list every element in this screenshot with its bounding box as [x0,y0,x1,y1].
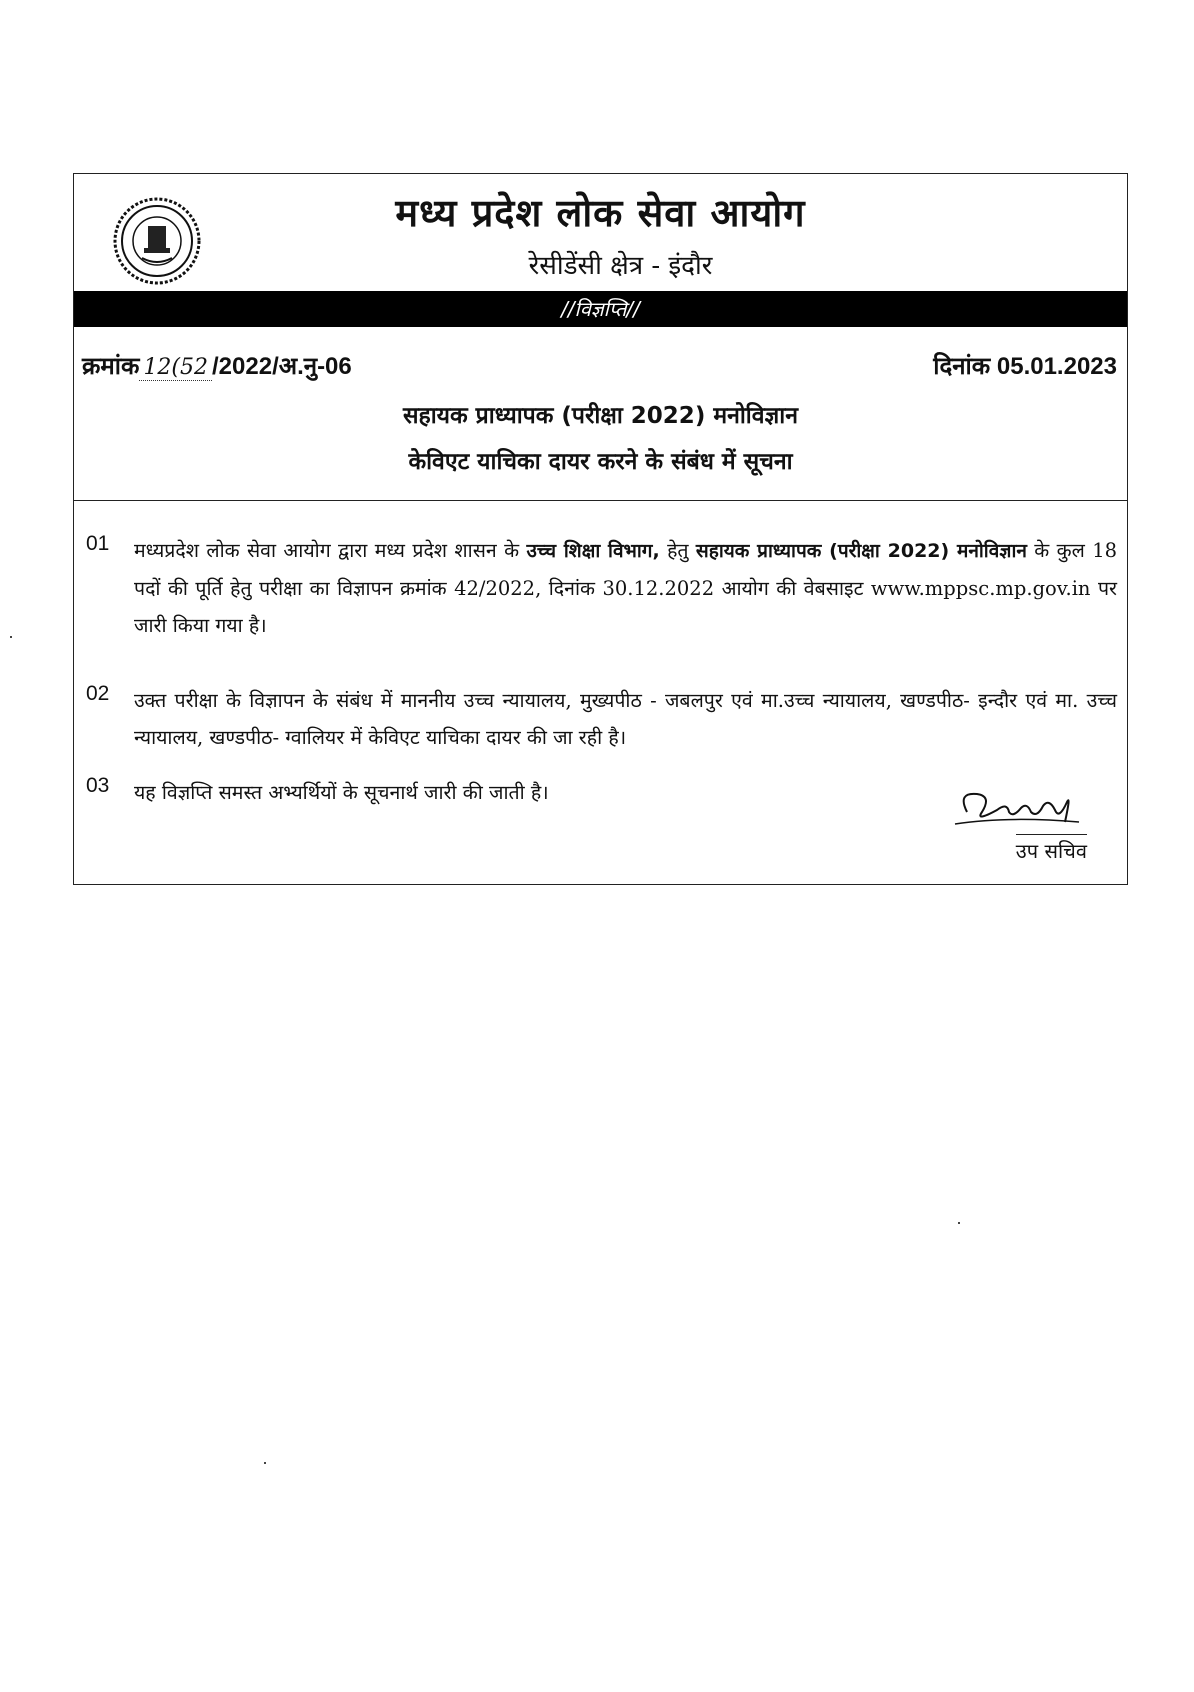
scan-speck [264,1462,266,1464]
organization-location: रेसीडेंसी क्षेत्र - इंदौर [528,251,713,281]
reference-number [82,349,352,382]
organization-name: मध्य प्रदेश लोक सेवा आयोग [395,191,806,235]
paragraph-text: मध्यप्रदेश लोक सेवा आयोग द्वारा मध्य प्रदेश शासन के उच्च शिक्षा विभाग, हेतु सहायक प्राध्यापक (परीक्षा 2022) मनोविज्ञान के कुल 18 पदों की पूर्ति हेतु परीक्षा का विज्ञापन क्रमांक 42/2022, दिनांक 30.12.2022 आयोग की वेबसाइट www.mppsc.mp.gov.in पर जारी किया गया है। [134,539,1118,637]
scan-speck [958,1222,960,1224]
scan-speck [10,636,12,638]
paragraph-number: 02 [86,682,110,705]
reference-suffix: /2022/अ.नु-06 [212,353,352,380]
reference-prefix: क्रमांक [82,353,140,380]
paragraph-number: 01 [86,532,110,555]
paragraph-number: 03 [86,774,110,797]
notice-date: दिनांक 05.01.2023 [933,353,1117,380]
notice-label: //विज्ञप्ति// [561,297,640,321]
signatory-designation: उप सचिव [1016,834,1087,864]
handwritten-number: 12(52 [139,355,212,381]
signature-image [947,782,1087,830]
notice-box [73,173,1128,885]
paragraph-text: उक्त परीक्षा के विज्ञापन के संबंध में माननीय उच्च न्यायालय, मुख्यपीठ - जबलपुर एवं मा.उच्च न्यायालय, खण्डपीठ- इन्दौर एवं मा. उच्च न्यायालय, खण्डपीठ- ग्वालियर में केविएट याचिका दायर की जा रही है। [134,689,1117,749]
paragraph-text: यह विज्ञप्ति समस्त अभ्यर्थियों के सूचनार्थ जारी की जाती है। [134,781,549,804]
subject-line-1: सहायक प्राध्यापक (परीक्षा 2022) मनोविज्ञान [402,403,799,429]
divider [74,500,1127,501]
notice-label-bar [74,291,1127,327]
subject-line-2: केविएट याचिका दायर करने के संबंध में सूचना [408,449,793,475]
